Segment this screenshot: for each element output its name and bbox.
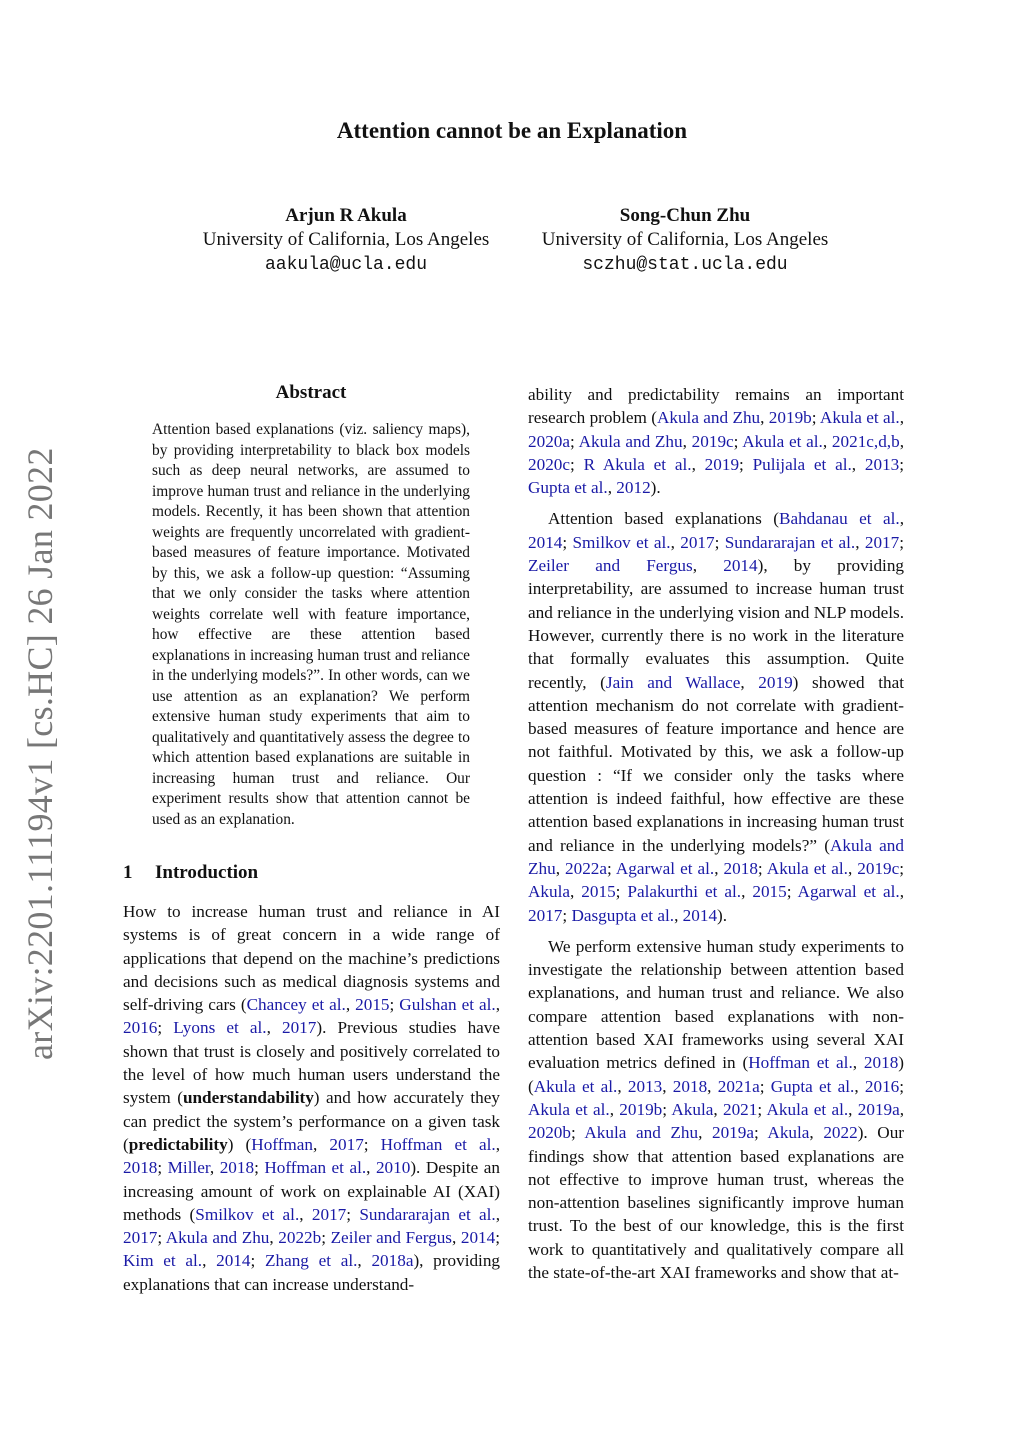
citation-link[interactable]: R Akula et al. (583, 454, 692, 474)
citation-link[interactable]: 2016 (864, 1076, 900, 1096)
text-run: ; (363, 1134, 381, 1154)
citation-link[interactable]: 2015 (581, 882, 616, 902)
text-run: ; (562, 905, 572, 925)
citation-link[interactable]: 2013 (864, 454, 900, 474)
author-email: aakula@ucla.edu (264, 255, 428, 275)
citation-link[interactable]: 2019a (857, 1099, 900, 1119)
citation-link[interactable]: Hoffman et al. (264, 1158, 367, 1178)
citation-link[interactable]: Smilkov et al. (195, 1204, 300, 1224)
text-run: Attention based explanations ( (548, 509, 779, 529)
text-run: ; (899, 858, 905, 878)
text-run: , (692, 556, 724, 576)
citation-link[interactable]: 2020b (528, 1123, 571, 1143)
text-run: , (495, 1134, 501, 1154)
citation-link[interactable]: 2018 (672, 1076, 708, 1096)
text-run: ). (650, 478, 661, 498)
text-run: , (662, 1076, 673, 1096)
text-run: , (899, 882, 905, 902)
text-run: , (495, 1204, 501, 1224)
intro-paragraph (123, 900, 500, 1296)
text-run: , (674, 905, 683, 925)
citation-link[interactable]: Agarwal et al. (797, 882, 900, 902)
citation-link[interactable]: 2022b (278, 1228, 322, 1248)
citation-link[interactable]: 2019c (691, 431, 734, 451)
text-run: ; (254, 1158, 265, 1178)
author-name: Song-Chun Zhu (619, 205, 751, 226)
paper-title: Attention cannot be an Explanation (336, 118, 688, 143)
intro-column-left (123, 900, 500, 1296)
text-run: ; (899, 1076, 905, 1096)
text-run: ). Despite an increasing amount of work on explainable AI (XAI) methods ( (123, 1158, 501, 1224)
text-run: , (607, 478, 617, 498)
citation-link[interactable]: 2017 (281, 1018, 317, 1038)
citation-link[interactable]: 2017 (311, 1204, 347, 1224)
citation-link[interactable]: Bahdanau et al. (778, 509, 900, 529)
text-run: , (698, 1123, 712, 1143)
citation-link[interactable]: Akula et al. (819, 408, 900, 428)
text-run: , (570, 882, 582, 902)
citation-link[interactable]: 2015 (355, 995, 390, 1015)
text-run: ; (759, 1076, 771, 1096)
text-run: ; (899, 454, 905, 474)
citation-link[interactable]: 2019b (768, 408, 812, 428)
text-run: , (555, 858, 566, 878)
author-affiliation: University of California, Los Angeles (541, 229, 829, 250)
text-run: , (899, 408, 905, 428)
text-run: , (670, 532, 681, 552)
author-name: Arjun R Akula (285, 205, 407, 226)
citation-link[interactable]: 2019b (619, 1099, 663, 1119)
citation-link[interactable]: Zhang et al. (264, 1251, 358, 1271)
citation-link[interactable]: Kim et al. (123, 1251, 203, 1271)
citation-link[interactable]: 2014 (682, 905, 718, 925)
text-run: , (899, 431, 904, 451)
abstract-text: Attention based explanations (viz. saliency maps), by providing interpretability to black box models such as deep neural networks, are assumed to improve human trust and reliance in the underlying models. Recently, it has been shown that attention weights are frequently uncorrelated with gradient-based measures of feature importance. Motivated by this, we ask a follow-up question: “Assuming that we only consider the tasks where attention weights correlate well with feature importance, how effective are these attention based explanations in increasing human trust and reliance in the underlying models?”. In other words, can we use attention as an explanation? We perform extensive human study experiments that aim to qualitatively and quantitatively assess the degree to which attention based explanations are suitable in increasing human trust and reliance. Our experiment results show that attention cannot be used as an explanation. (152, 421, 470, 828)
text-run: , (452, 1228, 461, 1248)
text-run: , (357, 1251, 372, 1271)
text-run: ; (739, 454, 753, 474)
text-run: ; (757, 1099, 767, 1119)
bold-term: understandability (182, 1088, 314, 1108)
citation-link[interactable]: 2021a (717, 1076, 760, 1096)
text-run: ), providing explanations that can increase understand- (123, 1251, 501, 1294)
text-run: , (707, 1076, 718, 1096)
text-run: ; (615, 882, 628, 902)
text-run: ability and predictability remains an important research problem ( (528, 385, 904, 428)
text-run: ; (733, 431, 743, 451)
text-run: , (848, 1099, 858, 1119)
text-run: , (299, 1204, 312, 1224)
intro-paragraph-continued (528, 383, 904, 499)
text-run: , (855, 532, 865, 552)
citation-link[interactable]: 2010 (375, 1158, 411, 1178)
text-run: , (822, 431, 832, 451)
citation-link[interactable]: Akula et al. (766, 1099, 849, 1119)
citation-link[interactable]: 2021 (722, 1099, 758, 1119)
intro-paragraph (528, 507, 904, 926)
citation-link[interactable]: 2014 (528, 532, 563, 552)
text-run: ; (570, 431, 579, 451)
text-run: ; (662, 1099, 672, 1119)
citation-link[interactable]: Chancey et al. (246, 995, 346, 1015)
arxiv-identifier: arXiv:2201.11194v1 [cs.HC] 26 Jan 2022 (20, 447, 60, 1060)
text-run: , (852, 1053, 864, 1073)
citation-link[interactable]: Dasgupta et al. (571, 905, 675, 925)
text-run: , (345, 995, 356, 1015)
citation-link[interactable]: 2016 (123, 1018, 158, 1038)
citation-link[interactable]: Palakurthi et al. (627, 882, 742, 902)
citation-link[interactable]: 2019 (704, 454, 740, 474)
author-block-1 (181, 204, 511, 278)
citation-link[interactable]: Zeiler and Fergus (330, 1228, 452, 1248)
citation-link[interactable]: 2017 (123, 1228, 158, 1248)
citation-link[interactable]: Akula et al. (742, 431, 823, 451)
text-run: ). (717, 905, 728, 925)
author-affiliation: University of California, Los Angeles (202, 229, 490, 250)
text-run: ; (811, 408, 820, 428)
citation-link[interactable]: 2018 (863, 1053, 899, 1073)
text-run: , (366, 1158, 376, 1178)
citation-link[interactable]: Akula and Zhu (656, 408, 761, 428)
citation-link[interactable]: 2014 (216, 1251, 251, 1271)
text-run: , (847, 858, 858, 878)
text-run: , (760, 408, 769, 428)
citation-link[interactable]: 2020c (528, 454, 571, 474)
text-run: , (809, 1123, 824, 1143)
citation-link[interactable]: 2022 (823, 1123, 858, 1143)
text-run: ; (495, 1228, 501, 1248)
citation-link[interactable]: Gupta et al. (528, 478, 608, 498)
text-run: , (714, 858, 724, 878)
citation-link[interactable]: 2018 (123, 1158, 158, 1178)
text-run: , (266, 1018, 282, 1038)
citation-link[interactable]: 2014 (723, 556, 758, 576)
citation-link[interactable]: 2015 (752, 882, 787, 902)
citation-link[interactable]: 2020a (528, 431, 571, 451)
intro-paragraph (528, 935, 904, 1284)
citation-link[interactable]: 2019a (711, 1123, 754, 1143)
text-run: ; (570, 1123, 585, 1143)
citation-link[interactable]: Gupta et al. (770, 1076, 855, 1096)
citation-link[interactable]: Miller (167, 1158, 210, 1178)
text-run: , (851, 454, 865, 474)
text-run: ; (389, 995, 400, 1015)
text-run: , (899, 1099, 905, 1119)
text-run: ; (346, 1204, 360, 1224)
text-run: ; (899, 532, 905, 552)
text-run: ; (250, 1251, 265, 1271)
text-run: , (741, 882, 753, 902)
citation-link[interactable]: Akula and Zhu (528, 835, 904, 878)
text-run: We perform extensive human study experiments to investigate the relationship between attention based explanations, and human trust and reliance. We also compare attention based explanations with non-attention based XAI frameworks using several XAI evaluation metrics defined in ( (528, 936, 904, 1073)
citation-link[interactable]: Akula et al. (766, 858, 848, 878)
text-run: , (854, 1076, 865, 1096)
text-run: , (209, 1158, 220, 1178)
citation-link[interactable]: Hoffman et al. (748, 1053, 853, 1073)
author-block-2 (520, 204, 850, 278)
citation-link[interactable]: Jain and Wallace (605, 672, 741, 692)
text-run: , (691, 454, 705, 474)
citation-link[interactable]: Akula and Zhu (165, 1228, 270, 1248)
citation-link[interactable]: 2019 (758, 672, 793, 692)
text-run: ; (157, 1158, 168, 1178)
citation-link[interactable]: Hoffman (251, 1134, 314, 1154)
abstract-heading: Abstract (275, 382, 347, 403)
section-number: 1 (123, 862, 133, 883)
bold-term: predictability (128, 1134, 228, 1154)
text-run: , (713, 1099, 723, 1119)
citation-link[interactable]: Lyons et al. (173, 1018, 267, 1038)
text-run: , (740, 672, 759, 692)
citation-link[interactable]: Agarwal et al. (615, 858, 715, 878)
citation-link[interactable]: 2017 (528, 905, 563, 925)
text-run: ; (157, 1018, 174, 1038)
text-run: ) ( (227, 1134, 252, 1154)
text-run: ; (757, 858, 767, 878)
citation-link[interactable]: Akula and Zhu (584, 1123, 699, 1143)
text-run: ). Previous studies have shown that trust is closely and positively correlated to the level of how much human users understand the system ( (123, 1018, 501, 1108)
section-title: Introduction (155, 862, 259, 883)
citation-link[interactable]: 2014 (460, 1228, 496, 1248)
section-heading (123, 862, 258, 884)
text-run: How to increase human trust and reliance in AI systems is of great concern in a wide range of applications that depend on the machine’s predictions and decisions such as medical diagnosis systems and self-driving cars ( (123, 902, 500, 1015)
citation-link[interactable]: Smilkov et al. (572, 532, 671, 552)
text-run: ; (562, 532, 573, 552)
citation-link[interactable]: 2021c,d,b (831, 431, 900, 451)
text-run: ). Our findings show that attention based explanations are not effective to improve human trust, whereas the non-attention baselines significantly improve human trust. To the best of our knowledge, this is the first work to quantitatively and qualitatively compare all the state-of-the-art XAI frameworks and show that at- (528, 1123, 905, 1282)
citation-link[interactable]: 2017 (680, 532, 715, 552)
text-run: ) ( (528, 1053, 905, 1096)
citation-link[interactable]: Akula and Zhu (578, 431, 683, 451)
citation-link[interactable]: Zeiler and Fergus (528, 556, 693, 576)
citation-link[interactable]: Pulijala et al. (752, 454, 852, 474)
intro-column-right (528, 383, 904, 1284)
citation-link[interactable]: 2018 (723, 858, 758, 878)
citation-link[interactable]: 2019c (857, 858, 900, 878)
text-run: ; (786, 882, 798, 902)
citation-link[interactable]: Akula (528, 882, 571, 902)
citation-link[interactable]: Sundararajan et al. (359, 1204, 496, 1224)
citation-link[interactable]: Akula et al. (533, 1076, 618, 1096)
text-run: , (313, 1134, 330, 1154)
text-run: ), by providing interpretability, are assumed to increase human trust and reliance in the underlying vision and NLP models. However, currently there is no work in the literature that formally evaluates this assumption. Quite recently, ( (528, 556, 905, 692)
citation-link[interactable]: 2013 (627, 1076, 663, 1096)
text-run: ; (321, 1228, 331, 1248)
citation-link[interactable]: Hoffman et al. (380, 1134, 496, 1154)
citation-link[interactable]: Akula (767, 1123, 810, 1143)
text-run: ; (607, 858, 616, 878)
citation-link[interactable]: 2017 (329, 1134, 364, 1154)
text-run: ; (753, 1123, 768, 1143)
citation-link[interactable]: 2022a (565, 858, 608, 878)
text-run: , (202, 1251, 217, 1271)
citation-link[interactable]: Sundararajan et al. (724, 532, 856, 552)
text-run: ; (570, 454, 584, 474)
text-run: ) showed that attention mechanism do not correlate with gradient-based measures of feature importance and hence are not faithful. Motivated by this, we ask a follow-up question : “If we consider only the tasks where attention is indeed faithful, how effective are these attention based explanations in increasing human trust and reliance in the underlying models?” ( (528, 672, 904, 855)
text-run: , (682, 431, 692, 451)
text-run: , (269, 1228, 279, 1248)
citation-link[interactable]: Gulshan et al. (399, 995, 496, 1015)
text-run: ; (714, 532, 725, 552)
text-run: , (609, 1099, 620, 1119)
citation-link[interactable]: 2012 (616, 478, 651, 498)
citation-link[interactable]: 2018 (219, 1158, 255, 1178)
text-run: , (899, 509, 904, 529)
citation-link[interactable]: 2017 (864, 532, 900, 552)
citation-link[interactable]: 2018a (371, 1251, 414, 1271)
citation-link[interactable]: Akula (671, 1099, 714, 1119)
text-run: ; (157, 1228, 166, 1248)
text-run: , (617, 1076, 628, 1096)
author-email: sczhu@stat.ucla.edu (582, 255, 788, 275)
citation-link[interactable]: Akula et al. (528, 1099, 610, 1119)
text-run: , (495, 995, 500, 1015)
text-run: ) and how accurately they can predict the system’s performance on a given task ( (123, 1088, 500, 1154)
